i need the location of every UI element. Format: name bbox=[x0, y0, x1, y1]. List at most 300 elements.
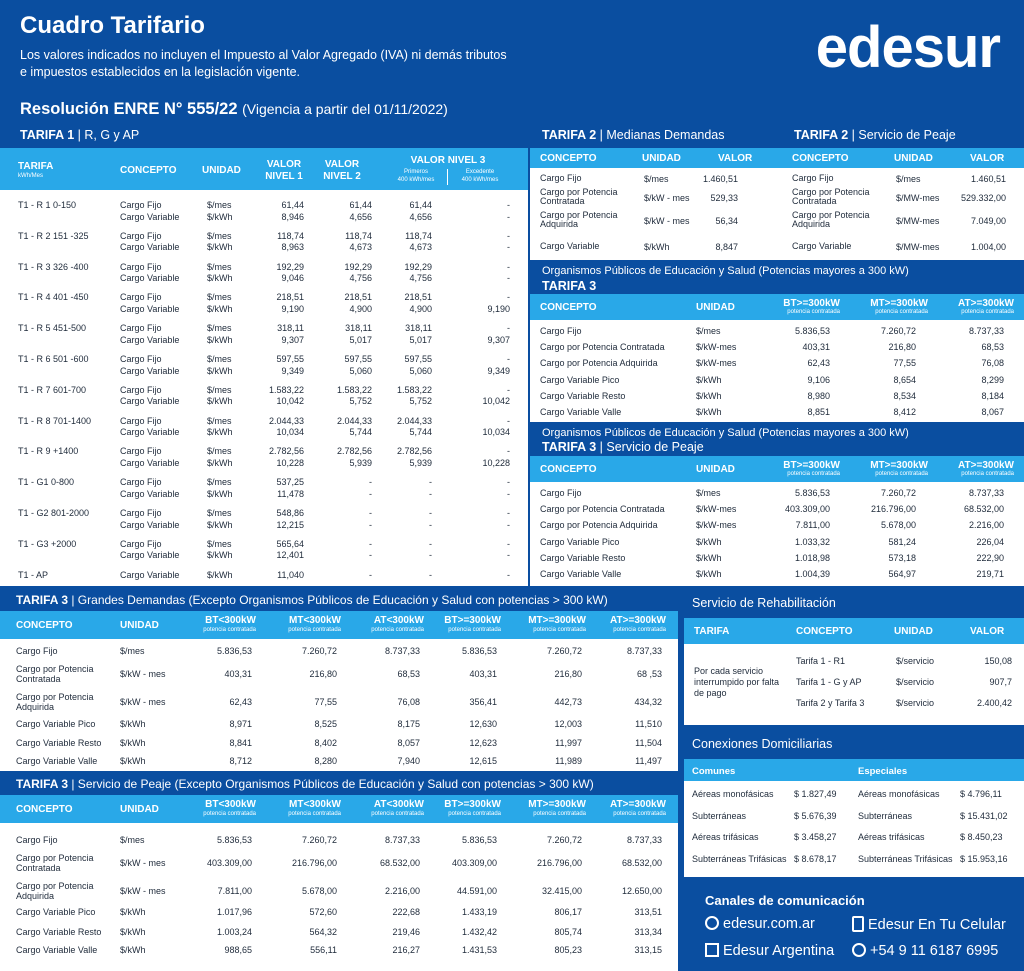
tarifa1-n3-prim: 2.044,33 bbox=[396, 415, 432, 426]
t2m-concepto: Cargo Variable bbox=[540, 241, 600, 251]
t2m-valor: 56,34 bbox=[715, 216, 738, 226]
t3op-mt: 8,654 bbox=[893, 374, 916, 385]
tarifa1-concepto: Cargo Variable bbox=[120, 457, 180, 468]
t3op-title: TARIFA 3 bbox=[542, 279, 597, 293]
t3gd-valor: 403,31 bbox=[224, 669, 252, 679]
t3gd-col-sub: potencia contratada bbox=[371, 627, 424, 633]
t2m-col-header: UNIDAD bbox=[642, 153, 681, 164]
t3gp-unidad: $/kW - mes bbox=[120, 858, 166, 868]
t3gp-valor: 313,51 bbox=[634, 907, 662, 917]
t3gp-unidad: $/kWh bbox=[120, 945, 146, 955]
t2p-unidad: $/MW-mes bbox=[896, 242, 940, 252]
tarifa1-n2: 2.044,33 bbox=[336, 415, 372, 426]
tarifa1-n2: - bbox=[369, 519, 372, 530]
t3opp-mt: 581,24 bbox=[888, 536, 916, 547]
t3gp-valor: 222,68 bbox=[392, 907, 420, 917]
t3gp-valor: 68.532,00 bbox=[379, 858, 420, 868]
t3gd-valor: 8,175 bbox=[397, 719, 420, 729]
t3gd-valor: 7,940 bbox=[397, 756, 420, 766]
tarifa1-n2: 218,51 bbox=[344, 292, 372, 303]
t3gd-valor: 434,32 bbox=[634, 697, 662, 707]
tarifa1-group-name: T1 - G3 +2000 bbox=[18, 538, 77, 549]
tarifa1-concepto: Cargo Fijo bbox=[120, 446, 162, 457]
tarifa1-n2: 4,900 bbox=[349, 303, 372, 314]
t3gd-valor: 8,402 bbox=[314, 738, 337, 748]
t3gp-valor: 805,23 bbox=[554, 945, 582, 955]
t2m-concepto: Cargo Fijo bbox=[540, 173, 582, 183]
rehab-concepto: Tarifa 1 - R1 bbox=[796, 656, 846, 666]
conex-especiales-label: Subterráneas bbox=[858, 810, 913, 821]
tarifa1-n3-prim: - bbox=[429, 538, 432, 549]
t3op-col-header: MT>=300kW bbox=[870, 298, 928, 309]
t3opp-at: 68.532,00 bbox=[963, 504, 1004, 515]
t3gd-col-header: BT<300kW bbox=[205, 615, 256, 626]
t3gp-col-sub: potencia contratada bbox=[371, 811, 424, 817]
t3opp-unidad: $/kWh bbox=[696, 569, 722, 579]
tarifa1-group-name: T1 - G1 0-800 bbox=[18, 477, 75, 488]
tarifa1-n2: 4,673 bbox=[349, 242, 372, 253]
t3op-bt: 5.836,53 bbox=[794, 326, 830, 336]
t3gd-valor: 356,41 bbox=[469, 697, 497, 707]
t3opp-col-sub: potencia contratada bbox=[961, 471, 1014, 477]
t3op-col-header: BT>=300kW bbox=[783, 298, 840, 309]
t3op-bt: 403,31 bbox=[802, 342, 830, 353]
t3gd-col-header: BT>=300kW bbox=[444, 615, 501, 626]
t3gp-concepto: Cargo Variable Valle bbox=[16, 945, 98, 955]
tarifa1-n2: 2.782,56 bbox=[336, 446, 372, 457]
phone-icon bbox=[852, 916, 864, 932]
tarifa1-n2: 4,656 bbox=[349, 211, 372, 222]
tarifa1-n3-prim: - bbox=[429, 569, 432, 580]
t3gp-label: TARIFA 3 bbox=[16, 777, 69, 791]
t3gp-valor: 1.017,96 bbox=[216, 907, 252, 917]
tarifa1-n3-exc: - bbox=[507, 292, 510, 303]
t3opp-label: TARIFA 3 bbox=[542, 440, 597, 454]
t3gp-concepto: Cargo Variable Resto bbox=[16, 927, 102, 937]
t3opp-concepto: Cargo Fijo bbox=[540, 488, 582, 498]
t3gd-panel bbox=[0, 611, 678, 771]
t3opp-bt: 1.004,39 bbox=[794, 569, 830, 579]
tarifa1-n1: 9,349 bbox=[281, 365, 304, 376]
tarifa1-n3-exc: 9,190 bbox=[487, 303, 510, 314]
tarifa1-group-name: T1 - R 4 401 -450 bbox=[18, 292, 89, 303]
tarifa1-n2: 61,44 bbox=[349, 200, 372, 210]
tarifa1-unidad: $/kWh bbox=[207, 488, 233, 499]
rehab-concepto: Tarifa 1 - G y AP bbox=[796, 677, 862, 687]
t3gd-valor: 11,510 bbox=[635, 719, 662, 729]
tarifa1-concepto: Cargo Variable bbox=[120, 365, 180, 376]
t3opp-concepto: Cargo Variable Valle bbox=[540, 569, 622, 579]
tarifa1-n2: - bbox=[369, 538, 372, 549]
rehab-col-unidad: UNIDAD bbox=[894, 626, 933, 637]
t3gp-valor: 68.532,00 bbox=[621, 858, 662, 868]
tarifa1-unidad: $/mes bbox=[207, 200, 232, 210]
t3gd-valor: 11,989 bbox=[555, 756, 582, 766]
t3opp-col-header: MT>=300kW bbox=[870, 460, 928, 471]
tarifa1-concepto: Cargo Fijo bbox=[120, 477, 162, 488]
t3gd-col-sub: potencia contratada bbox=[448, 627, 501, 633]
col-tarifa: TARIFA bbox=[18, 161, 54, 172]
tarifa1-concepto: Cargo Fijo bbox=[120, 200, 162, 210]
conex-especiales-label: Aéreas trifásicas bbox=[858, 832, 925, 842]
t3op-mt: 216,80 bbox=[888, 342, 916, 353]
tarifa1-n3-prim: - bbox=[429, 488, 432, 499]
t3gp-title bbox=[16, 777, 594, 791]
tarifa1-n2: - bbox=[369, 508, 372, 518]
tarifa1-n2: - bbox=[369, 488, 372, 499]
t3gp-valor: 572,60 bbox=[309, 907, 337, 917]
t3opp-unidad: $/mes bbox=[696, 488, 721, 498]
tarifa2p-title bbox=[794, 128, 956, 142]
t3gd-col-sub: potencia contratada bbox=[533, 627, 586, 633]
t3op-caption: Organismos Públicos de Educación y Salud (Potencias mayores a 300 kW) bbox=[542, 265, 909, 277]
tarifa1-unidad: $/mes bbox=[207, 230, 232, 241]
tarifa1-n3-exc: - bbox=[507, 415, 510, 426]
t3gd-valor: 8.737,33 bbox=[626, 646, 662, 656]
tarifa1-n3-exc: 10,042 bbox=[482, 396, 510, 407]
tarifa1-n2: 192,29 bbox=[344, 261, 372, 272]
conex-especiales-value: $ 15.953,16 bbox=[960, 853, 1008, 864]
tarifa1-n1: 11,478 bbox=[277, 488, 304, 499]
t3gp-concepto: Cargo Fijo bbox=[16, 835, 58, 845]
tarifa1-n3-exc: - bbox=[507, 477, 510, 488]
tarifa1-n3-exc: - bbox=[507, 508, 510, 518]
t3op-unidad: $/kW-mes bbox=[696, 342, 737, 353]
t3op-mt: 77,55 bbox=[893, 358, 916, 369]
tarifa1-n1: 12,215 bbox=[276, 519, 304, 530]
t3gp-valor: 216.796,00 bbox=[291, 858, 337, 868]
t3gp-col-header: BT>=300kW bbox=[444, 799, 501, 810]
t3gd-concepto: Cargo Fijo bbox=[16, 646, 58, 656]
t3gd-unidad: $/kWh bbox=[120, 756, 146, 766]
tarifa1-n1: 61,44 bbox=[281, 200, 304, 210]
t3gd-unidad: $/kW - mes bbox=[120, 669, 166, 679]
tarifa1-n3-prim: 597,55 bbox=[404, 354, 432, 364]
tarifa1-concepto: Cargo Variable bbox=[120, 488, 180, 499]
t2p-concepto: Cargo por Potencia Adquirida bbox=[792, 210, 870, 229]
conex-comunes-value: $ 8.678,17 bbox=[794, 853, 837, 864]
t3gp-valor: 5.678,00 bbox=[301, 886, 337, 896]
conex-comunes: Comunes bbox=[692, 766, 736, 777]
tarifa1-n3-prim: 318,11 bbox=[405, 323, 432, 334]
t3op-unidad: $/mes bbox=[696, 326, 721, 336]
conex-comunes-label: Aéreas monofásicas bbox=[692, 789, 774, 799]
t3opp-caption: Organismos Públicos de Educación y Salud (Potencias mayores a 300 kW) bbox=[542, 427, 909, 439]
t3op-col-sub: potencia contratada bbox=[787, 309, 840, 315]
tarifa1-n1: 11,040 bbox=[277, 569, 304, 580]
t3opp-bt: 7.811,00 bbox=[795, 520, 830, 531]
t3gp-valor: 1.431,53 bbox=[461, 945, 497, 955]
tarifa1-n3-prim: 4,656 bbox=[409, 211, 432, 222]
tarifa2m-label: TARIFA 2 bbox=[542, 128, 597, 142]
t3gp-valor: 7.260,72 bbox=[546, 835, 582, 845]
t3op-at: 68,53 bbox=[981, 342, 1004, 353]
t3op-unidad: $/kWh bbox=[696, 390, 722, 401]
tarifa1-n1: 8,946 bbox=[281, 211, 304, 222]
t3gd-col-header: MT>=300kW bbox=[528, 615, 586, 626]
tarifa1-n1: 9,307 bbox=[281, 334, 304, 345]
t2p-col-header: UNIDAD bbox=[894, 153, 933, 164]
t3opp-concepto: Cargo por Potencia Adquirida bbox=[540, 520, 658, 531]
t3op-at: 8.737,33 bbox=[968, 326, 1004, 336]
tarifa1-n3-prim: 4,900 bbox=[409, 303, 432, 314]
t3gp-unidad: $/kWh bbox=[120, 927, 146, 937]
tarifa1-panel bbox=[0, 148, 528, 586]
t3gd-valor: 12,630 bbox=[469, 719, 497, 729]
t3gd-col-header: UNIDAD bbox=[120, 620, 159, 631]
tarifa1-n3-exc: - bbox=[507, 488, 510, 499]
t3gd-concepto: Cargo Variable Valle bbox=[16, 756, 98, 766]
t3opp-col-header: AT>=300kW bbox=[958, 460, 1014, 471]
t3gp-valor: 7.811,00 bbox=[217, 886, 252, 896]
t3gp-col-header: MT<300kW bbox=[289, 799, 341, 810]
t3opp-concepto: Cargo Variable Pico bbox=[540, 536, 620, 547]
tarifa1-n3-exc: - bbox=[507, 550, 510, 561]
tarifa1-group-name: T1 - G2 801-2000 bbox=[18, 508, 90, 518]
t3gp-valor: 219,46 bbox=[392, 927, 420, 937]
t3gp-concepto: Cargo por Potencia Contratada bbox=[16, 853, 94, 873]
tarifa1-group-name: T1 - R 5 451-500 bbox=[18, 323, 87, 334]
conex-especiales-value: $ 15.431,02 bbox=[960, 810, 1008, 821]
t3gp-col-sub: potencia contratada bbox=[613, 811, 666, 817]
conex-especiales-label: Subterráneas Trifásicas bbox=[858, 853, 953, 864]
t3gd-title bbox=[16, 593, 608, 607]
tarifa1-n2: 597,55 bbox=[344, 354, 372, 364]
t3gp-col-header: MT>=300kW bbox=[528, 799, 586, 810]
t2m-concepto: Cargo por Potencia Adquirida bbox=[540, 210, 618, 229]
t3opp-unidad: $/kW-mes bbox=[696, 520, 737, 531]
tarifa1-group-name: T1 - R 3 326 -400 bbox=[18, 261, 89, 272]
tarifa1-n3-prim: 4,756 bbox=[409, 273, 432, 284]
tarifa1-n2: - bbox=[369, 550, 372, 561]
conex-especiales-label: Aéreas monofásicas bbox=[858, 789, 940, 799]
t3gd-valor: 68,53 bbox=[397, 669, 420, 679]
tarifa1-n3-prim: 5,744 bbox=[409, 427, 432, 438]
channel-whatsapp-label: +54 9 11 6187 6995 bbox=[870, 943, 999, 959]
tarifa1-n1: 10,034 bbox=[276, 427, 304, 438]
tarifa1-group-name: T1 - AP bbox=[18, 569, 49, 580]
t2m-valor: 1.460,51 bbox=[702, 174, 738, 184]
tarifa1-n2: 5,017 bbox=[349, 334, 372, 345]
t3gd-valor: 5.836,53 bbox=[216, 646, 252, 656]
tarifa1-n3-exc: 10,228 bbox=[482, 457, 510, 468]
globe-icon bbox=[705, 916, 719, 930]
t3opp-unidad: $/kWh bbox=[696, 536, 722, 547]
t3gp-col-sub: potencia contratada bbox=[448, 811, 501, 817]
t3gp-valor: 5.836,53 bbox=[461, 835, 497, 845]
tarifa1-group-name: T1 - R 8 701-1400 bbox=[18, 415, 92, 426]
tarifa2m-title bbox=[542, 128, 725, 142]
tarifa1-unidad: $/kWh bbox=[207, 427, 233, 438]
tarifa1-subtitle: | R, G y AP bbox=[77, 128, 140, 142]
tarifa1-n1: 9,190 bbox=[281, 303, 304, 314]
tarifa2-header bbox=[530, 148, 1024, 168]
t3opp-at: 222,90 bbox=[976, 552, 1004, 563]
col-unidad: UNIDAD bbox=[202, 165, 241, 176]
t3op-unidad: $/kW-mes bbox=[696, 358, 737, 369]
t2m-unidad: $/kW - mes bbox=[644, 193, 690, 203]
t3opp-mt: 5.678,00 bbox=[880, 520, 916, 531]
t3gd-valor: 216,80 bbox=[554, 669, 582, 679]
t3op-col-header: CONCEPTO bbox=[540, 302, 597, 313]
rehab-unidad: $/servicio bbox=[896, 698, 935, 708]
t3gp-valor: 216.796,00 bbox=[536, 858, 582, 868]
conex-especiales-value: $ 4.796,11 bbox=[960, 789, 1002, 799]
tarifa1-group-name: T1 - R 6 501 -600 bbox=[18, 354, 89, 364]
t3gp-valor: 5.836,53 bbox=[216, 835, 252, 845]
t2m-valor: 529,33 bbox=[710, 193, 738, 203]
t3opp-bt: 1.033,32 bbox=[794, 536, 830, 547]
col-n1-b: NIVEL 1 bbox=[265, 171, 303, 182]
tarifa1-n3-exc: - bbox=[507, 230, 510, 241]
subtitle-line-1: Los valores indicados no incluyen el Impuesto al Valor Agregado (IVA) ni demás tributos bbox=[20, 48, 507, 62]
tarifa1-concepto: Cargo Fijo bbox=[120, 384, 162, 395]
t3gp-subtitle: | Servicio de Peaje (Excepto Organismos Públicos de Educación y Salud con potencias > 300 kW) bbox=[71, 777, 594, 791]
t3op-col-header: AT>=300kW bbox=[958, 298, 1014, 309]
t3op-concepto: Cargo por Potencia Contratada bbox=[540, 342, 665, 353]
col-concepto: CONCEPTO bbox=[120, 165, 177, 176]
t3gd-valor: 76,08 bbox=[397, 697, 420, 707]
rehab-unidad: $/servicio bbox=[896, 656, 935, 666]
t3op-bt: 8,851 bbox=[807, 407, 830, 417]
tarifa1-n2: 5,752 bbox=[349, 396, 372, 407]
t2p-concepto: Cargo por Potencia Contratada bbox=[792, 187, 870, 206]
whatsapp-icon bbox=[852, 943, 866, 957]
channel-facebook-label: Edesur Argentina bbox=[723, 943, 835, 959]
t3gd-valor: 8,971 bbox=[229, 719, 252, 729]
tarifa1-n1: 537,25 bbox=[276, 477, 304, 488]
t3gd-concepto: Cargo por Potencia Contratada bbox=[16, 664, 94, 684]
col-n3-prim-2: 400 kWh/mes bbox=[397, 177, 435, 183]
tarifa1-concepto: Cargo Fijo bbox=[120, 538, 162, 549]
tarifa1-n1: 318,11 bbox=[277, 323, 304, 334]
t3gp-col-sub: potencia contratada bbox=[288, 811, 341, 817]
t2p-col-header: CONCEPTO bbox=[792, 153, 849, 164]
tarifa1-label: TARIFA 1 bbox=[20, 128, 75, 142]
t3op-at: 76,08 bbox=[981, 358, 1004, 369]
t2p-concepto: Cargo Variable bbox=[792, 241, 852, 251]
tarifa1-n2: - bbox=[369, 477, 372, 488]
t3gp-valor: 216,27 bbox=[392, 945, 420, 955]
t3gd-valor: 8,841 bbox=[229, 738, 252, 748]
tarifa1-n3-prim: 192,29 bbox=[404, 261, 432, 272]
tarifa1-concepto: Cargo Variable bbox=[120, 427, 180, 438]
t3gp-valor: 403.309,00 bbox=[206, 858, 252, 868]
t3gp-col-sub: potencia contratada bbox=[203, 811, 256, 817]
t3gp-col-header: CONCEPTO bbox=[16, 804, 73, 815]
channel-facebook[interactable] bbox=[705, 943, 834, 959]
t3gp-valor: 12.650,00 bbox=[621, 886, 662, 896]
t3gp-valor: 805,74 bbox=[554, 927, 582, 937]
rehab-title: Servicio de Rehabilitación bbox=[692, 596, 836, 610]
t3gd-valor: 216,80 bbox=[309, 669, 337, 679]
tarifa2-panel bbox=[530, 148, 1024, 260]
edesur-logo: edesur bbox=[815, 15, 1000, 80]
tarifa2p-subtitle: | Servicio de Peaje bbox=[851, 128, 956, 142]
t3op-unidad: $/kWh bbox=[696, 374, 722, 385]
tarifa1-concepto: Cargo Variable bbox=[120, 303, 180, 314]
tarifa1-n3-exc: - bbox=[507, 261, 510, 272]
tarifa1-n1: 10,042 bbox=[276, 396, 304, 407]
t3gd-valor: 8,712 bbox=[229, 756, 252, 766]
conex-title: Conexiones Domiciliarias bbox=[692, 737, 833, 751]
tarifa1-concepto: Cargo Fijo bbox=[120, 415, 162, 426]
t3gd-col-sub: potencia contratada bbox=[203, 627, 256, 633]
channel-app[interactable] bbox=[852, 916, 1006, 933]
tarifa1-concepto: Cargo Variable bbox=[120, 550, 180, 561]
t3opp-mt: 564,97 bbox=[888, 569, 916, 579]
tarifa1-concepto: Cargo Variable bbox=[120, 569, 180, 580]
tarifa1-n2: - bbox=[369, 569, 372, 580]
t3gp-valor: 1.433,19 bbox=[461, 907, 497, 917]
t3gd-subtitle: | Grandes Demandas (Excepto Organismos Públicos de Educación y Salud con potencias > 300 kW) bbox=[71, 593, 608, 607]
t2m-unidad: $/kW - mes bbox=[644, 216, 690, 226]
tarifa1-concepto: Cargo Variable bbox=[120, 211, 180, 222]
t3op-concepto: Cargo Fijo bbox=[540, 326, 582, 336]
t3gp-panel bbox=[0, 795, 678, 971]
tarifa1-n2: 118,74 bbox=[345, 230, 372, 241]
tarifa1-n3-prim: - bbox=[429, 519, 432, 530]
tarifa1-n3-exc: - bbox=[507, 323, 510, 334]
t3op-concepto: Cargo Variable Valle bbox=[540, 407, 622, 417]
tarifa1-unidad: $/kWh bbox=[207, 396, 233, 407]
t3gd-valor: 11,997 bbox=[555, 738, 582, 748]
tarifa1-n1: 2.044,33 bbox=[268, 415, 304, 426]
t3gp-valor: 8.737,33 bbox=[626, 835, 662, 845]
tarifa1-unidad: $/mes bbox=[207, 384, 232, 395]
t3gp-valor: 8.737,33 bbox=[384, 835, 420, 845]
t3gd-valor: 8,057 bbox=[397, 738, 420, 748]
t3gd-label: TARIFA 3 bbox=[16, 593, 69, 607]
t3gd-unidad: $/kWh bbox=[120, 738, 146, 748]
tarifa1-group-name: T1 - R 2 151 -325 bbox=[18, 230, 89, 241]
tarifa1-n2: 5,744 bbox=[349, 427, 372, 438]
tarifa1-unidad: $/kWh bbox=[207, 242, 233, 253]
t2m-col-header: CONCEPTO bbox=[540, 153, 597, 164]
tarifa1-n3-exc: - bbox=[507, 569, 510, 580]
t3gd-valor: 12,615 bbox=[469, 756, 497, 766]
col-n2-a: VALOR bbox=[324, 159, 360, 170]
t3gp-valor: 1.432,42 bbox=[461, 927, 497, 937]
t3opp-bt: 5.836,53 bbox=[794, 488, 830, 498]
col-n3-exc-2: 400 kWh/mes bbox=[461, 177, 499, 183]
tarifa1-unidad: $/kWh bbox=[207, 273, 233, 284]
t3op-bt: 8,980 bbox=[807, 390, 830, 401]
tarifa1-n3-prim: 218,51 bbox=[404, 292, 432, 303]
channels-title: Canales de comunicación bbox=[705, 893, 865, 908]
t3opp-mt: 216.796,00 bbox=[870, 504, 916, 515]
t3gd-valor: 68 ,53 bbox=[636, 669, 662, 679]
t3op-concepto: Cargo Variable Pico bbox=[540, 374, 620, 385]
t2p-valor: 7.049,00 bbox=[970, 216, 1006, 226]
subtitle-line-2: e impuestos establecidos en la legislación vigente. bbox=[20, 65, 301, 79]
t3gp-valor: 44.591,00 bbox=[456, 886, 497, 896]
t3gd-valor: 8.737,33 bbox=[384, 646, 420, 656]
channel-web[interactable] bbox=[705, 916, 815, 932]
channel-whatsapp[interactable] bbox=[852, 943, 998, 959]
t3gd-col-header: AT>=300kW bbox=[610, 615, 666, 626]
t3gd-valor: 8,280 bbox=[314, 756, 337, 766]
t3gp-col-header: UNIDAD bbox=[120, 804, 159, 815]
t3op-at: 8,067 bbox=[981, 407, 1004, 417]
tarifa1-n3-prim: 5,017 bbox=[409, 334, 432, 345]
t3opp-at: 226,04 bbox=[976, 536, 1004, 547]
t3gp-valor: 403.309,00 bbox=[451, 858, 497, 868]
t3opp-mt: 7.260,72 bbox=[880, 488, 916, 498]
tarifa1-n3-exc: - bbox=[507, 519, 510, 530]
t3opp-mt: 573,18 bbox=[888, 552, 916, 563]
t3gd-col-sub: potencia contratada bbox=[613, 627, 666, 633]
